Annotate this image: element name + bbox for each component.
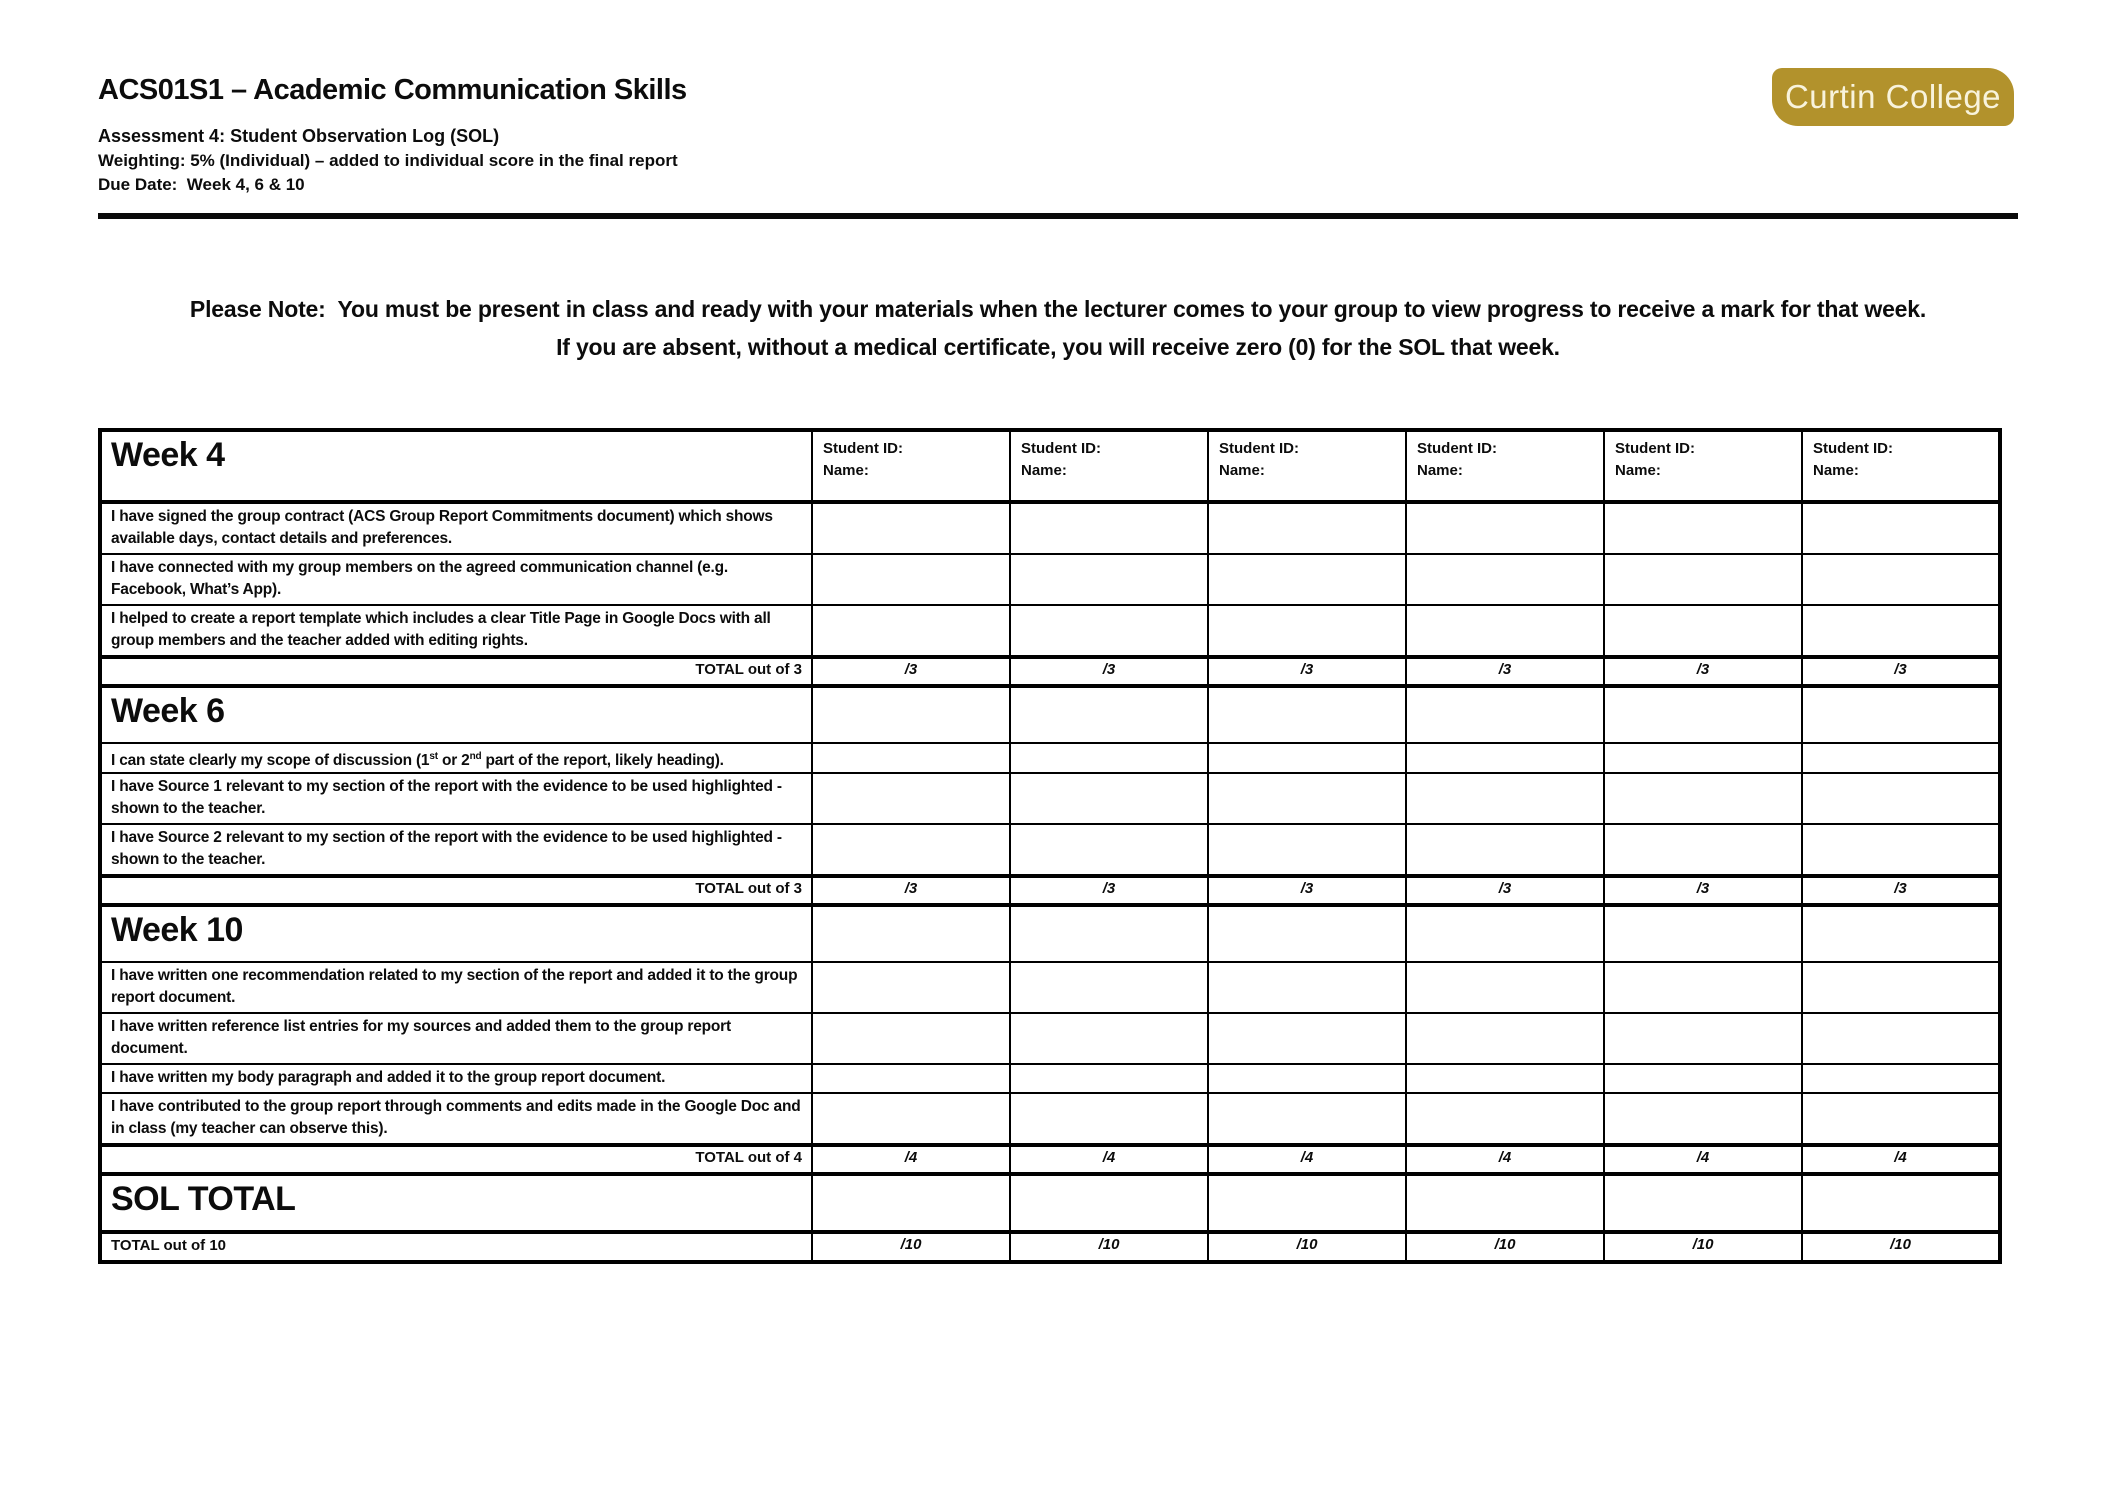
week4-title: Week 4 <box>100 430 812 502</box>
score-cell: /3 <box>1208 876 1406 905</box>
entry-cell <box>1406 743 1604 773</box>
entry-cell <box>1406 1093 1604 1145</box>
entry-cell <box>1604 824 1802 876</box>
entry-cell <box>1802 1093 2000 1145</box>
notice-block <box>98 296 2018 372</box>
entry-cell <box>1604 1013 1802 1064</box>
entry-cell <box>1406 502 1604 554</box>
criterion-row <box>100 824 2000 876</box>
criterion-text: I have written my body paragraph and added it to the group report document. <box>100 1064 812 1093</box>
criterion-row <box>100 502 2000 554</box>
score-cell: /3 <box>1604 876 1802 905</box>
entry-cell <box>1010 1093 1208 1145</box>
entry-cell <box>1604 773 1802 824</box>
entry-cell <box>1208 686 1406 743</box>
total-label: TOTAL out of 3 <box>100 657 812 686</box>
weighting-text: Weighting: 5% (Individual) – added to individual score in the final report <box>98 151 678 170</box>
student-id-label: Student ID: <box>1615 440 1695 457</box>
week10-total-row <box>100 1145 2000 1174</box>
week6-header-row <box>100 686 2000 743</box>
criterion-row <box>100 743 2000 773</box>
entry-cell <box>1208 502 1406 554</box>
criterion-text: I have written one recommendation related to my section of the report and added it to the group report document. <box>100 962 812 1013</box>
entry-cell <box>812 743 1010 773</box>
score-cell: /3 <box>1208 657 1406 686</box>
entry-cell <box>1208 773 1406 824</box>
score-cell: /4 <box>1802 1145 2000 1174</box>
entry-cell <box>1406 824 1604 876</box>
entry-cell <box>1010 502 1208 554</box>
score-cell: /10 <box>1604 1232 1802 1262</box>
entry-cell <box>812 905 1010 962</box>
score-cell: /4 <box>1406 1145 1604 1174</box>
entry-cell <box>1208 824 1406 876</box>
score-cell: /3 <box>1802 876 2000 905</box>
entry-cell <box>1802 1013 2000 1064</box>
entry-cell <box>1802 554 2000 605</box>
entry-cell <box>812 1013 1010 1064</box>
entry-cell <box>1802 905 2000 962</box>
criterion-superscript: nd <box>469 751 482 762</box>
criterion-text-part: part of the report, likely heading). <box>481 752 724 770</box>
criterion-text: I helped to create a report template which includes a clear Title Page in Google Docs with all group members and the teacher added with editing rights. <box>100 605 812 657</box>
entry-cell <box>1208 1174 1406 1232</box>
entry-cell <box>1208 1013 1406 1064</box>
entry-cell <box>1406 773 1604 824</box>
due-date-text: Due Date: Week 4, 6 & 10 <box>98 175 305 194</box>
score-cell: /3 <box>1802 657 2000 686</box>
student-header-cell <box>1010 430 1208 502</box>
week4-total-row <box>100 657 2000 686</box>
score-cell: /4 <box>1604 1145 1802 1174</box>
entry-cell <box>812 605 1010 657</box>
entry-cell <box>1010 905 1208 962</box>
student-name-label: Name: <box>823 462 869 479</box>
entry-cell <box>1802 1174 2000 1232</box>
student-header-cell <box>812 430 1010 502</box>
entry-cell <box>1010 1013 1208 1064</box>
criterion-text: I have signed the group contract (ACS Group Report Commitments document) which shows available days, contact details and preferences. <box>100 502 812 554</box>
student-id-label: Student ID: <box>1813 440 1893 457</box>
criterion-text: I have written reference list entries for my sources and added them to the group report document. <box>100 1013 812 1064</box>
criterion-text <box>100 743 812 773</box>
course-title: ACS01S1 – Academic Communication Skills <box>98 74 687 106</box>
entry-cell <box>1010 773 1208 824</box>
score-cell: /10 <box>1406 1232 1604 1262</box>
entry-cell <box>1010 686 1208 743</box>
entry-cell <box>812 1093 1010 1145</box>
assessment-title: Assessment 4: Student Observation Log (SOL) <box>98 126 500 146</box>
entry-cell <box>1010 554 1208 605</box>
score-cell: /4 <box>812 1145 1010 1174</box>
entry-cell <box>812 962 1010 1013</box>
criterion-text: I have contributed to the group report through comments and edits made in the Google Doc and in class (my teacher can observe this). <box>100 1093 812 1145</box>
week10-title: Week 10 <box>100 905 812 962</box>
score-cell: /4 <box>1208 1145 1406 1174</box>
student-id-label: Student ID: <box>1021 440 1101 457</box>
sol-total-row <box>100 1232 2000 1262</box>
student-id-label: Student ID: <box>1219 440 1299 457</box>
entry-cell <box>1406 962 1604 1013</box>
criterion-row <box>100 605 2000 657</box>
score-cell: /3 <box>812 876 1010 905</box>
criterion-row <box>100 773 2000 824</box>
entry-cell <box>1802 824 2000 876</box>
entry-cell <box>1604 905 1802 962</box>
student-id-label: Student ID: <box>1417 440 1497 457</box>
week6-total-row <box>100 876 2000 905</box>
sol-total-title: SOL TOTAL <box>100 1174 812 1232</box>
entry-cell <box>1406 1064 1604 1093</box>
student-header-cell <box>1802 430 2000 502</box>
entry-cell <box>1802 773 2000 824</box>
student-id-label: Student ID: <box>823 440 903 457</box>
total-label: TOTAL out of 3 <box>100 876 812 905</box>
score-cell: /10 <box>1208 1232 1406 1262</box>
criterion-superscript: st <box>429 751 438 762</box>
entry-cell <box>1406 1174 1604 1232</box>
entry-cell <box>1208 1064 1406 1093</box>
criterion-row <box>100 554 2000 605</box>
entry-cell <box>1208 1093 1406 1145</box>
entry-cell <box>812 1174 1010 1232</box>
entry-cell <box>1208 554 1406 605</box>
criterion-row <box>100 1064 2000 1093</box>
entry-cell <box>1010 743 1208 773</box>
total-label: TOTAL out of 4 <box>100 1145 812 1174</box>
score-cell: /10 <box>812 1232 1010 1262</box>
week6-title: Week 6 <box>100 686 812 743</box>
total-label: TOTAL out of 10 <box>100 1232 812 1262</box>
student-header-cell <box>1604 430 1802 502</box>
score-cell: /3 <box>1010 876 1208 905</box>
student-header-cell <box>1208 430 1406 502</box>
entry-cell <box>812 554 1010 605</box>
criterion-text: I have Source 2 relevant to my section of the report with the evidence to be used highlighted - shown to the teacher. <box>100 824 812 876</box>
entry-cell <box>1604 743 1802 773</box>
score-cell: /3 <box>1604 657 1802 686</box>
week4-header-row <box>100 430 2000 502</box>
entry-cell <box>1406 905 1604 962</box>
entry-cell <box>1010 1064 1208 1093</box>
student-header-cell <box>1406 430 1604 502</box>
entry-cell <box>812 686 1010 743</box>
student-name-label: Name: <box>1615 462 1661 479</box>
score-cell: /3 <box>1406 657 1604 686</box>
notice-line-1: Please Note: You must be present in class and ready with your materials when the lecturer comes to your group to view progress to receive a mark for that week. <box>189 296 1927 322</box>
entry-cell <box>1406 686 1604 743</box>
entry-cell <box>1604 605 1802 657</box>
entry-cell <box>1406 1013 1604 1064</box>
entry-cell <box>1208 605 1406 657</box>
criterion-text: I have connected with my group members on the agreed communication channel (e.g. Facebook, What’s App). <box>100 554 812 605</box>
criterion-text-part: I can state clearly my scope of discussion (1 <box>111 752 430 770</box>
student-name-label: Name: <box>1021 462 1067 479</box>
entry-cell <box>1208 962 1406 1013</box>
entry-cell <box>1604 1064 1802 1093</box>
sol-total-header-row <box>100 1174 2000 1232</box>
entry-cell <box>1406 554 1604 605</box>
week10-header-row <box>100 905 2000 962</box>
criterion-text-part: or 2 <box>437 752 470 770</box>
entry-cell <box>1802 1064 2000 1093</box>
header-divider <box>98 213 2018 219</box>
score-cell: /4 <box>1010 1145 1208 1174</box>
score-cell: /3 <box>1010 657 1208 686</box>
entry-cell <box>812 1064 1010 1093</box>
score-cell: /3 <box>1406 876 1604 905</box>
notice-line-2: If you are absent, without a medical certificate, you will receive zero (0) for the SOL that week. <box>556 334 1560 360</box>
score-cell: /10 <box>1802 1232 2000 1262</box>
entry-cell <box>1604 1174 1802 1232</box>
criterion-row <box>100 962 2000 1013</box>
entry-cell <box>1010 605 1208 657</box>
criterion-text: I have Source 1 relevant to my section of the report with the evidence to be used highlighted - shown to the teacher. <box>100 773 812 824</box>
entry-cell <box>1010 824 1208 876</box>
score-cell: /10 <box>1010 1232 1208 1262</box>
student-name-label: Name: <box>1417 462 1463 479</box>
entry-cell <box>1802 686 2000 743</box>
entry-cell <box>1208 905 1406 962</box>
entry-cell <box>1802 502 2000 554</box>
entry-cell <box>1802 962 2000 1013</box>
criterion-row <box>100 1093 2000 1145</box>
entry-cell <box>1604 686 1802 743</box>
entry-cell <box>1208 743 1406 773</box>
student-name-label: Name: <box>1813 462 1859 479</box>
observation-log-table <box>98 428 2002 1264</box>
score-cell: /3 <box>812 657 1010 686</box>
curtin-college-logo <box>1772 68 2014 126</box>
entry-cell <box>1010 1174 1208 1232</box>
entry-cell <box>812 773 1010 824</box>
entry-cell <box>1604 1093 1802 1145</box>
criterion-row <box>100 1013 2000 1064</box>
entry-cell <box>1802 743 2000 773</box>
entry-cell <box>812 502 1010 554</box>
entry-cell <box>1604 962 1802 1013</box>
entry-cell <box>1010 962 1208 1013</box>
entry-cell <box>1604 554 1802 605</box>
entry-cell <box>1406 605 1604 657</box>
student-name-label: Name: <box>1219 462 1265 479</box>
entry-cell <box>1802 605 2000 657</box>
logo-text: Curtin College <box>1784 78 2002 115</box>
entry-cell <box>1604 502 1802 554</box>
entry-cell <box>812 824 1010 876</box>
